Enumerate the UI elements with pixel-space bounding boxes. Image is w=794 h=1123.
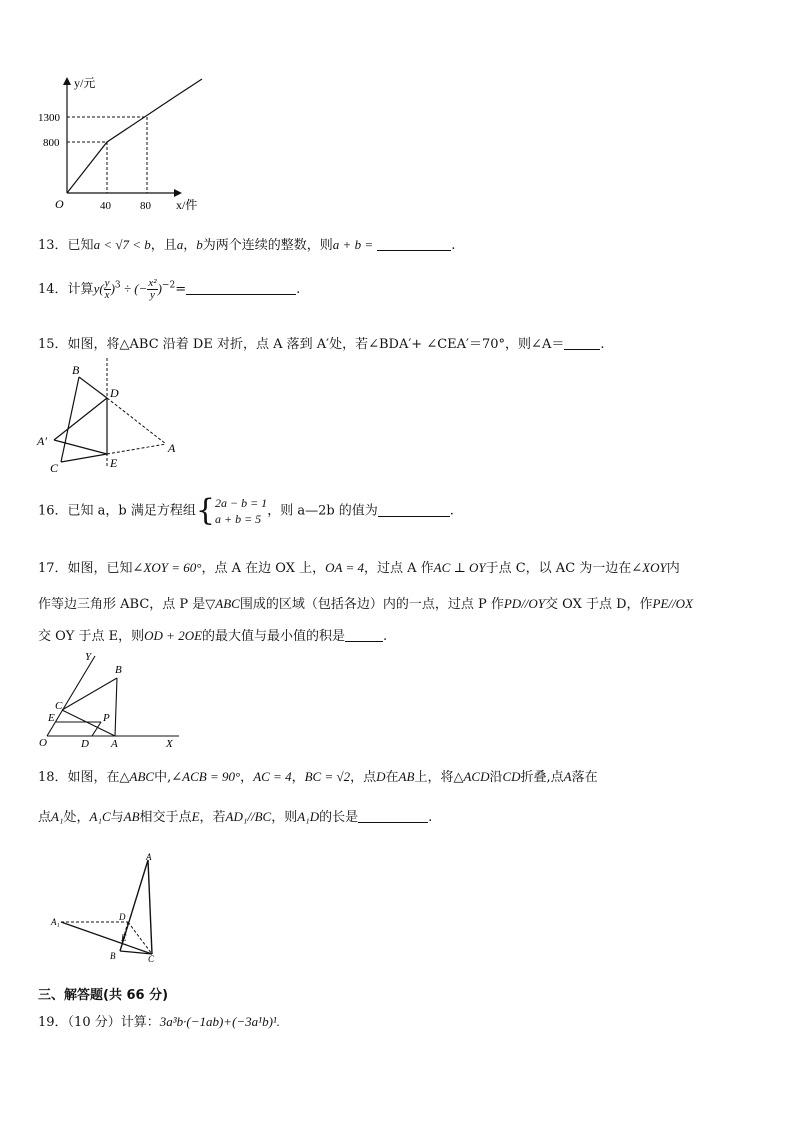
q14-text-1: 计算	[67, 282, 94, 297]
q17-text: 的最大值与最小值的积是	[202, 629, 346, 644]
label-P: P	[103, 712, 110, 724]
q18-text: 中,	[154, 770, 172, 785]
question-15	[38, 333, 604, 352]
label-C: C	[148, 954, 155, 964]
equation-system	[215, 495, 267, 527]
q18-math: △ABC	[119, 769, 155, 784]
x-axis-label: x/件	[176, 198, 198, 212]
q17-end: .	[383, 629, 388, 644]
q17-text: ，过点 A 作	[363, 561, 434, 576]
segment-BC	[62, 678, 117, 710]
question-13	[38, 234, 455, 253]
label-B: B	[115, 664, 122, 676]
q18-text: 落在	[571, 770, 598, 785]
q17-text: 交 OX 于点 D，作	[545, 597, 653, 612]
q18-math: BC = √2	[304, 769, 351, 784]
ray-OY	[47, 656, 95, 736]
q18-text: 18．如图，在	[38, 770, 120, 785]
question-18-line-1	[38, 766, 598, 785]
q17-math: AC ⊥ OY	[433, 560, 486, 575]
q18-text: 点	[38, 810, 52, 825]
label-A: A	[111, 738, 118, 750]
q17-text: 17．如图，已知	[38, 561, 133, 576]
q13-math-4: a + b =	[332, 237, 374, 252]
label-E: E	[110, 456, 118, 470]
q18-math: A₁	[51, 809, 64, 824]
label-D: D	[81, 738, 89, 750]
segment-AC	[148, 860, 152, 954]
q19-text: 19．（10 分）计算：	[38, 1015, 160, 1030]
x-axis-arrow	[174, 189, 182, 197]
q18-math: A₁C	[89, 809, 111, 824]
label-D: D	[110, 386, 119, 400]
q14-paren-2: )	[157, 281, 162, 296]
question-16	[38, 495, 454, 527]
question-17-line-2	[38, 593, 693, 612]
q13-end: .	[451, 238, 456, 253]
q14-y: y(	[93, 281, 104, 296]
q18-math: E	[191, 809, 200, 824]
q18-math: AD₁//BC	[225, 809, 272, 824]
q18-text: ，点	[350, 770, 377, 785]
q13-number: 13．	[38, 238, 68, 253]
q14-paren-1: )	[110, 281, 115, 296]
q18-text: ，	[240, 770, 254, 785]
segment-DA-dashed	[107, 398, 166, 444]
q18-text: ，则	[271, 810, 298, 825]
y-tick-800: 800	[43, 137, 60, 149]
question-17-line-3	[38, 625, 387, 644]
label-A: A	[168, 441, 176, 455]
question-19	[38, 1011, 280, 1030]
q18-figure	[48, 850, 168, 965]
cost-line-ext	[173, 79, 202, 98]
q17-text: 围成的区域（包括各边）内的一点，过点 P 作	[239, 597, 504, 612]
q14-end: .	[296, 282, 301, 297]
q17-text: 交 OY 于点 E，则	[38, 629, 145, 644]
q15-figure	[30, 356, 190, 481]
q17-math: OA = 4	[325, 560, 364, 575]
label-C: C	[50, 461, 59, 475]
q16-number: 16．	[38, 503, 68, 519]
q17-answer-blank[interactable]	[345, 629, 383, 642]
label-E: E	[48, 712, 55, 724]
question-18-line-2	[38, 806, 432, 825]
q17-figure	[35, 650, 185, 750]
q18-text: 在	[385, 770, 399, 785]
q17-text: ，点 A 在边 OX 上，	[201, 561, 326, 576]
q19-expression: 3a³b·(−1ab)+(−3a¹b)¹.	[159, 1014, 281, 1029]
label-X: X	[166, 738, 173, 750]
q16-eq2: a + b = 5	[214, 512, 262, 526]
segment-DA1	[54, 398, 107, 440]
q18-end: .	[428, 810, 433, 825]
q17-math: ∠XOY	[631, 560, 667, 575]
origin-label: O	[55, 197, 64, 211]
q18-text: ，若	[199, 810, 226, 825]
q18-math: AB	[123, 809, 140, 824]
q18-math: A	[563, 769, 572, 784]
y-axis-arrow	[63, 77, 71, 85]
q13-answer-blank[interactable]	[377, 238, 451, 251]
q14-exp-1: 3	[114, 280, 121, 291]
q13-text-1: 已知	[67, 238, 94, 253]
y-tick-1300: 1300	[38, 112, 60, 124]
q18-math: AB	[398, 769, 415, 784]
q15-answer-blank[interactable]	[564, 337, 600, 350]
q18-answer-blank[interactable]	[358, 810, 428, 823]
q16-text-1: 已知 a，b 满足方程组	[67, 503, 196, 519]
q17-text: 作等边三角形 ABC，点 P 是	[38, 597, 206, 612]
q18-math: A₁D	[297, 809, 320, 824]
q14-exp-2: −2	[161, 280, 176, 291]
q18-text: ，	[291, 770, 305, 785]
q17-math: ▽ABC	[205, 596, 240, 611]
q18-math: ∠ACB = 90°	[171, 769, 241, 784]
q18-text: 上，将	[414, 770, 454, 785]
label-E: E	[121, 933, 127, 943]
q14-mid: ÷ (−	[120, 281, 148, 296]
q18-text: 处，	[63, 810, 90, 825]
q18-text: 的长是	[319, 810, 359, 825]
q16-answer-blank[interactable]	[378, 504, 450, 517]
segment-AB	[115, 678, 117, 736]
q17-text: 内	[666, 561, 680, 576]
q14-number: 14．	[38, 282, 68, 297]
q17-math: OD + 2OE	[144, 628, 203, 643]
q18-math: D	[376, 769, 386, 784]
q17-math: PE//OX	[652, 596, 693, 611]
label-D: D	[119, 912, 126, 922]
cost-line	[67, 98, 173, 193]
q17-math: ∠XOY = 60°	[132, 560, 202, 575]
brace-symbol: {	[195, 493, 215, 528]
segment-BC	[61, 377, 79, 462]
q18-text: 与	[110, 810, 124, 825]
y-axis-label: y/元	[74, 76, 96, 90]
q13-math-1: a < √7 < b	[93, 237, 151, 252]
question-17-line-1	[38, 557, 680, 576]
q13-text-2: ，且	[150, 238, 177, 253]
segment-EA-dashed	[107, 444, 166, 454]
label-B: B	[72, 363, 80, 377]
q14-fraction-2: $\frac{\text{x²}}{y}$	[148, 277, 157, 301]
q16-end: .	[449, 503, 454, 519]
q17-math: PD//OY	[503, 596, 546, 611]
label-A: A	[146, 852, 152, 862]
x-tick-80: 80	[140, 200, 151, 212]
q18-text: 沿	[489, 770, 503, 785]
q18-math: △ACD	[453, 769, 490, 784]
segment-CE	[61, 454, 107, 462]
section-heading: 三、解答题(共 66 分)	[38, 988, 169, 1003]
question-14	[38, 278, 300, 301]
label-A1: A′	[37, 434, 47, 448]
q17-text: 于点 C，以 AC 为一边在	[485, 561, 632, 576]
q18-text: 相交于点	[139, 810, 192, 825]
q13-math-3: b	[196, 237, 203, 252]
label-A1: A₁	[51, 917, 60, 927]
q16-eq1: 2a − b = 1	[214, 496, 268, 510]
q15-end: .	[600, 337, 605, 352]
q14-eq: =	[175, 282, 187, 297]
label-C: C	[55, 700, 63, 712]
segment-A1C	[61, 922, 152, 954]
q18-math: CD	[502, 769, 521, 784]
q16-text-2: ，则 a—2b 的值为	[267, 503, 378, 519]
q14-fraction-1: $\frac{y}{x}$	[104, 277, 110, 301]
x-tick-40: 40	[100, 200, 111, 212]
q15-text: 15．如图，将△ABC 沿着 DE 对折，点 A 落到 A′处，若∠BDA′+ ∠CEA′＝70°，则∠A＝	[38, 337, 565, 352]
q13-text-3: ，	[183, 238, 197, 253]
q18-text: 折叠,点	[520, 770, 564, 785]
segment-BD	[79, 377, 107, 398]
label-B: B	[110, 951, 116, 961]
price-quantity-graph	[30, 72, 220, 217]
q13-math-2: a	[176, 237, 184, 252]
q13-text-4: 为两个连续的整数，则	[202, 238, 333, 253]
label-O: O	[39, 737, 47, 749]
q18-math: AC = 4	[253, 769, 292, 784]
q14-answer-blank[interactable]	[186, 282, 296, 295]
segment-A1E	[54, 440, 107, 454]
label-Y: Y	[85, 651, 92, 663]
